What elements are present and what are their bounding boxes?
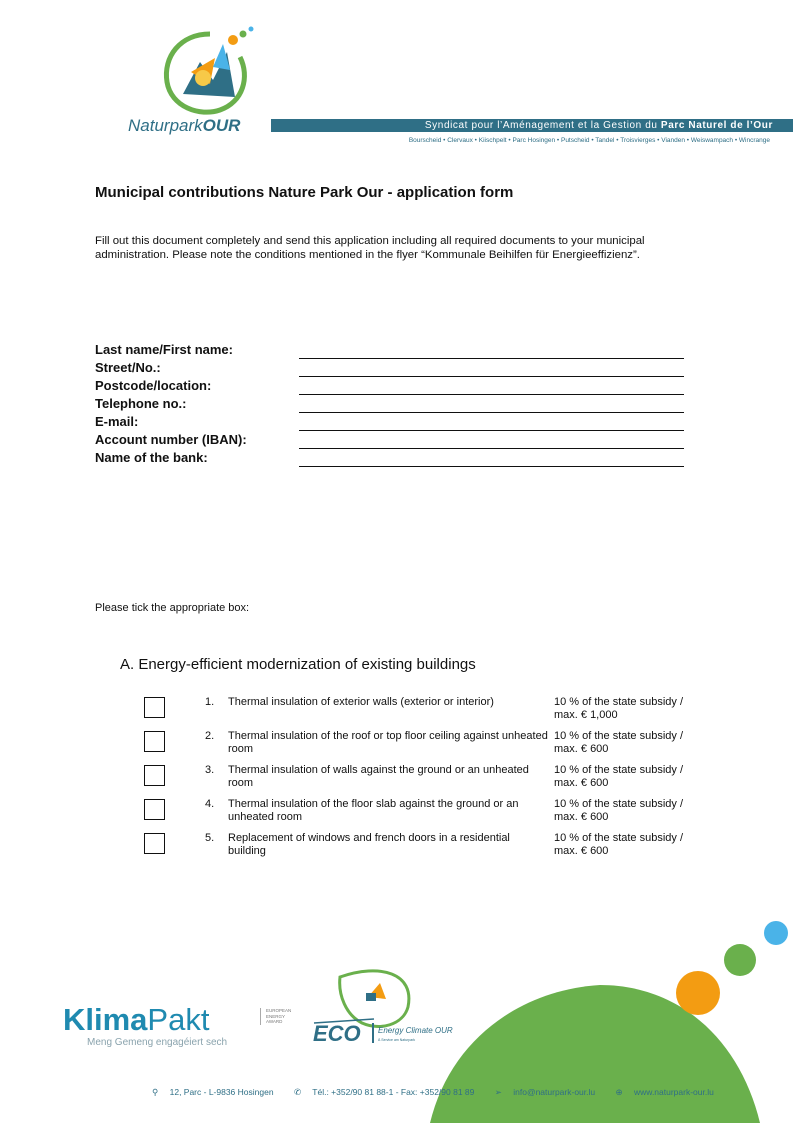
contact-bar [152,1087,732,1098]
eco-text: ECO [313,1021,361,1045]
field-postcode [95,377,685,395]
tick-instruction: Please tick the appropriate box: [95,602,250,614]
field-street [95,359,685,377]
globe-icon: ⊕ [615,1087,623,1097]
item-number: 5. [205,832,215,844]
item-number: 4. [205,798,215,810]
item-2-checkbox[interactable] [144,731,165,752]
eco-small-text: Ä Service am Naturpark [378,1038,416,1042]
european-energy-award-logo: EUROPEAN ENERGY AWARD [260,1008,291,1025]
item-amount: 10 % of the state subsidy / max. € 1,000 [554,696,684,722]
item-number: 1. [205,696,215,708]
klimapakt-wordmark: KlimaPakt [63,1002,210,1037]
field-label: Telephone no.: [95,396,187,411]
communes-list: Bourscheid • Clervaux • Kiischpelt • Parc Hosingen • Putscheid • Tandel • Troisvierges • Vianden • Weiswampach • Wincrange [408,137,770,144]
item-number: 2. [205,730,215,742]
list-item [144,730,704,764]
orange-dot [676,971,720,1015]
field-last-first-name [95,341,685,359]
page-title: Municipal contributions Nature Park Our - application form [95,184,514,201]
item-amount: 10 % of the state subsidy / max. € 600 [554,798,684,824]
item-amount: 10 % of the state subsidy / max. € 600 [554,832,684,858]
field-iban [95,431,685,449]
bank-name-input-line[interactable] [299,466,684,467]
green-dot [724,944,756,976]
address-item: ⚲ 12, Parc - L-9836 Hosingen [152,1087,274,1097]
item-description: Thermal insulation of walls against the ground or an unheated room [228,764,529,790]
field-label: Name of the bank: [95,450,208,465]
item-5-checkbox[interactable] [144,833,165,854]
naturpark-logo-icon [155,22,265,122]
field-email [95,413,685,431]
header-banner [271,119,793,132]
blue-dot [764,921,788,945]
item-description: Thermal insulation of the roof or top floor ceiling against unheated room [228,730,548,756]
field-label: Street/No.: [95,360,161,375]
field-label: E-mail: [95,414,139,429]
item-4-checkbox[interactable] [144,799,165,820]
item-3-checkbox[interactable] [144,765,165,786]
intro-paragraph: Fill out this document completely and send this application including all required documents to your municipal administration. Please note the conditions mentioned in the flyer “Kommunale Beihilfen für Energieeffizienz”. [95,235,645,261]
item-description: Thermal insulation of exterior walls (exterior or interior) [228,696,494,708]
website-item[interactable]: ⊕ www.naturpark-our.lu [615,1087,714,1097]
field-label: Postcode/location: [95,378,212,393]
location-pin-icon: ⚲ [152,1087,159,1097]
logo-wordmark: NaturparkOUR [128,116,241,135]
field-label: Last name/First name: [95,342,233,357]
item-amount: 10 % of the state subsidy / max. € 600 [554,764,684,790]
item-number: 3. [205,764,215,776]
section-a-heading: A. Energy-efficient modernization of existing buildings [120,656,476,673]
section-a-list [144,696,704,866]
list-item [144,696,704,730]
paper-plane-icon: ➢ [494,1087,502,1097]
item-description: Thermal insulation of the floor slab against the ground or an unheated room [228,798,519,824]
field-telephone [95,395,685,413]
item-description: Replacement of windows and french doors in a residential building [228,832,510,858]
field-bank-name [95,449,685,467]
eco-energy-climate-logo-icon [310,965,480,1045]
item-1-checkbox[interactable] [144,697,165,718]
phone-icon: ✆ [293,1087,302,1097]
applicant-fields [95,341,685,467]
list-item [144,832,704,866]
item-amount: 10 % of the state subsidy / max. € 600 [554,730,684,756]
field-label: Account number (IBAN): [95,432,247,447]
eco-subtitle: Energy Climate OUR [378,1026,453,1035]
email-item[interactable]: ➢ info@naturpark-our.lu [494,1087,596,1097]
list-item [144,764,704,798]
klimapakt-logo [63,1004,227,1048]
klimapakt-tagline: Meng Gemeng engagéiert sech [87,1037,228,1048]
phone-item: ✆ Tél.: +352/90 81 88-1 - Fax: +352/90 81 89 [293,1087,475,1097]
list-item [144,798,704,832]
banner-text: Syndicat pour l’Aménagement et la Gestion du Parc Naturel de l’Our [424,120,773,131]
